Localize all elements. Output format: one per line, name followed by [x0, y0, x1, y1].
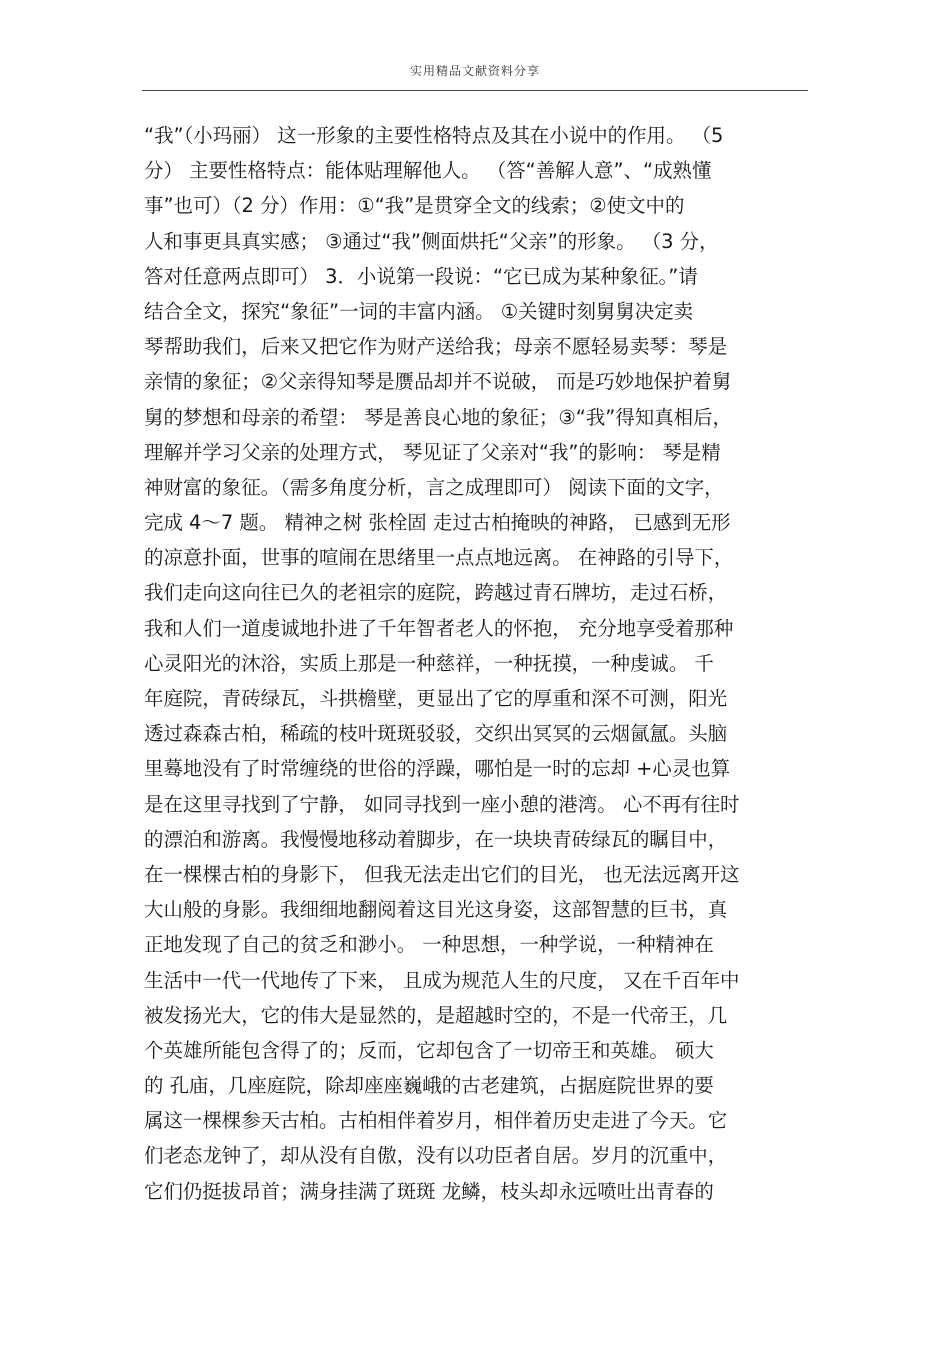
text-line: 个英雄所能包含得了的；反而，它却包含了一切帝王和英雄。 硕大	[144, 1038, 714, 1062]
text-line: 我和人们一道虔诚地扑进了千年智者老人的怀抱， 充分地享受着那种	[144, 616, 734, 640]
text-line: 是在这里寻找到了宁静， 如同寻找到一座小憩的港湾。 心不再有往时	[144, 792, 740, 816]
text-line: 透过森森古柏，稀疏的枝叶斑斑驳驳，交织出冥冥的云烟氤氲。头脑	[144, 722, 728, 746]
text-line: 完成 4～7 题。 精神之树 张栓固 走过古柏掩映的神路， 已感到无形	[144, 511, 731, 535]
text-line: 大山般的身影。我细细地翻阅着这目光这身姿，这部智慧的巨书，真	[144, 898, 728, 922]
text-line: 事”也可）（2 分）作用：①“我”是贯穿全文的线索；②使文中的	[144, 194, 685, 218]
text-line: 舅的梦想和母亲的希望： 琴是善良心地的象征；③“我”得知真相后，	[144, 405, 732, 429]
text-line: 生活中一代一代地传了下来， 且成为规范人生的尺度， 又在千百年中	[144, 968, 740, 992]
text-line: 答对任意两点即可） 3．小说第一段说：“它已成为某种象征。”请	[144, 264, 698, 288]
text-line: 琴帮助我们，后来又把它作为财产送给我；母亲不愿轻易卖琴：琴是	[144, 335, 728, 359]
text-line: 理解并学习父亲的处理方式， 琴见证了父亲对“我”的影响： 琴是精	[144, 440, 721, 464]
text-line: 人和事更具真实感； ③通过“我”侧面烘托“父亲”的形象。 （3 分，	[144, 229, 719, 253]
text-line: 我们走向这向往已久的老祖宗的庭院，跨越过青石牌坊，走过石桥，	[144, 581, 728, 605]
text-line: 的漂泊和游离。我慢慢地移动着脚步，在一块块青砖绿瓦的瞩目中，	[144, 827, 728, 851]
text-line: 在一棵棵古柏的身影下， 但我无法走出它们的目光， 也无法远离开这	[144, 862, 740, 886]
text-line: 里蓦地没有了时常缠绕的世俗的浮躁，哪怕是一时的忘却 +心灵也算	[144, 757, 731, 781]
text-line: 被发扬光大，它的伟大是显然的，是超越时空的，不是一代帝王，几	[144, 1003, 728, 1027]
text-line: 神财富的象征。（需多角度分析，言之成理即可） 阅读下面的文字，	[144, 475, 724, 499]
text-line: 的凉意扑面，世事的喧闹在思绪里一点点地远离。 在神路的引导下，	[144, 546, 734, 570]
text-line: 分） 主要性格特点：能体贴理解他人。 （答“善解人意”、“成熟懂	[144, 159, 712, 183]
text-line: 属这一棵棵参天古柏。古柏相伴着岁月，相伴着历史走进了今天。它	[144, 1109, 728, 1133]
header-title: 实用精品文献资料分享	[409, 64, 540, 78]
text-line: 亲情的象征；②父亲得知琴是赝品却并不说破， 而是巧妙地保护着舅	[144, 370, 732, 394]
text-line: 它们仍挺拔昂首；满身挂满了斑斑 龙鳞，枝头却永远喷吐出青春的	[144, 1179, 714, 1203]
document-body	[144, 118, 814, 1209]
text-line: 心灵阳光的沐浴，实质上那是一种慈祥，一种抚摸，一种虔诚。 千	[144, 651, 714, 675]
page-header	[0, 0, 950, 92]
text-line: 正地发现了自己的贫乏和渺小。 一种思想，一种学说，一种精神在	[144, 933, 714, 957]
header-divider	[142, 90, 808, 91]
text-line: 结合全文，探究“象征”一词的丰富内涵。 ①关键时刻舅舅决定卖	[144, 299, 694, 323]
text-line: “我”（小玛丽） 这一形象的主要性格特点及其在小说中的作用。 （5	[144, 124, 724, 147]
text-line: 的 孔庙，几座庭院，除却座座巍峨的古老建筑，占据庭院世界的要	[144, 1074, 714, 1098]
text-line: 年庭院，青砖绿瓦，斗拱檐壁，更显出了它的厚重和深不可测，阳光	[144, 687, 728, 710]
text-line: 们老态龙钟了，却从没有自傲，没有以功臣者自居。岁月的沉重中，	[144, 1144, 728, 1168]
